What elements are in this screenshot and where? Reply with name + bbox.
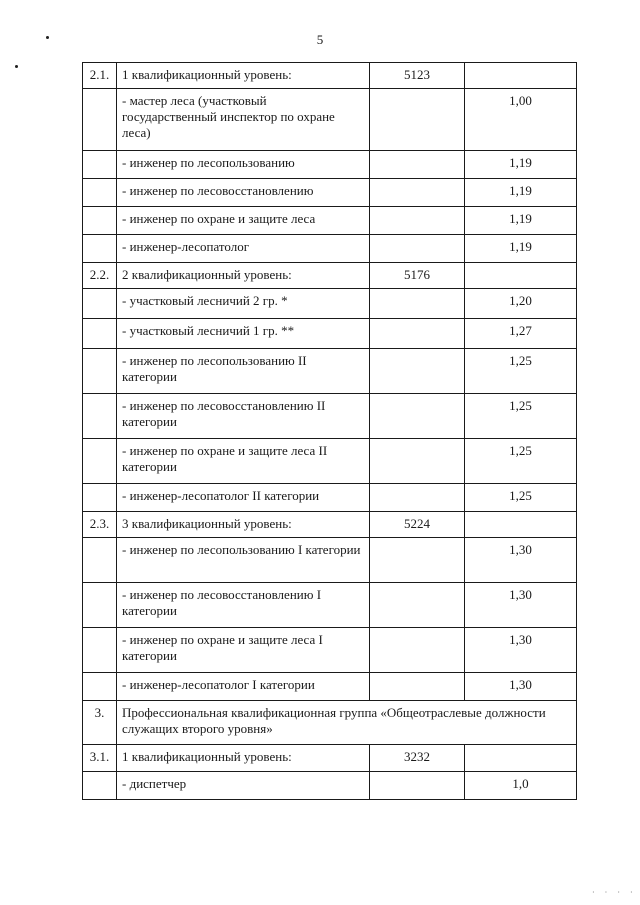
table-row	[83, 439, 577, 484]
scan-speck	[46, 36, 49, 39]
row-number	[83, 319, 117, 349]
coefficient	[465, 512, 577, 538]
group-code	[370, 179, 465, 207]
salary-coefficient-table	[82, 62, 577, 800]
table-row	[83, 263, 577, 289]
group-code	[370, 151, 465, 179]
position-name: - инженер по охране и защите леса I категории	[117, 628, 370, 673]
position-name: 1 квалификационный уровень:	[117, 63, 370, 89]
coefficient: 1,19	[465, 207, 577, 235]
coefficient	[465, 263, 577, 289]
position-name: - инженер по лесопользованию	[117, 151, 370, 179]
table-row	[83, 289, 577, 319]
position-name: - инженер по лесовосстановлению I категории	[117, 583, 370, 628]
table-row	[83, 151, 577, 179]
row-number	[83, 394, 117, 439]
group-code: 5224	[370, 512, 465, 538]
table-row	[83, 319, 577, 349]
position-name: - инженер-лесопатолог I категории	[117, 673, 370, 701]
group-code: 3232	[370, 745, 465, 772]
coefficient: 1,25	[465, 349, 577, 394]
table-row	[83, 207, 577, 235]
row-number: 3.1.	[83, 745, 117, 772]
coefficient	[465, 745, 577, 772]
row-number	[83, 235, 117, 263]
row-number: 3.	[83, 701, 117, 745]
coefficient: 1,19	[465, 179, 577, 207]
table-row	[83, 89, 577, 151]
group-code	[370, 235, 465, 263]
position-name: - диспетчер	[117, 772, 370, 800]
row-number	[83, 349, 117, 394]
group-code: 5176	[370, 263, 465, 289]
coefficient: 1,00	[465, 89, 577, 151]
table-row	[83, 772, 577, 800]
position-name: - инженер по лесовосстановлению II категории	[117, 394, 370, 439]
row-number	[83, 89, 117, 151]
coefficient: 1,25	[465, 394, 577, 439]
position-name: 2 квалификационный уровень:	[117, 263, 370, 289]
table-row	[83, 484, 577, 512]
position-name: - инженер по охране и защите леса II категории	[117, 439, 370, 484]
coefficient: 1,25	[465, 439, 577, 484]
position-name: - участковый лесничий 1 гр. **	[117, 319, 370, 349]
table-row	[83, 63, 577, 89]
row-number	[83, 207, 117, 235]
table-row	[83, 179, 577, 207]
position-name: - инженер-лесопатолог II категории	[117, 484, 370, 512]
coefficient: 1,25	[465, 484, 577, 512]
row-number: 2.2.	[83, 263, 117, 289]
scan-speck	[15, 65, 18, 68]
position-name: - участковый лесничий 2 гр. *	[117, 289, 370, 319]
position-name: - инженер по лесопользованию I категории	[117, 538, 370, 583]
table-row	[83, 583, 577, 628]
group-code	[370, 484, 465, 512]
table-row	[83, 628, 577, 673]
coefficient: 1,0	[465, 772, 577, 800]
row-number	[83, 439, 117, 484]
row-number: 2.1.	[83, 63, 117, 89]
row-number: 2.3.	[83, 512, 117, 538]
group-code	[370, 772, 465, 800]
coefficient: 1,19	[465, 151, 577, 179]
row-number	[83, 151, 117, 179]
group-code	[370, 628, 465, 673]
group-code	[370, 538, 465, 583]
coefficient: 1,20	[465, 289, 577, 319]
row-number	[83, 583, 117, 628]
position-name: - инженер-лесопатолог	[117, 235, 370, 263]
row-number	[83, 538, 117, 583]
table-row	[83, 538, 577, 583]
scan-dots: · · · ·	[592, 888, 637, 897]
row-number	[83, 772, 117, 800]
position-name: - мастер леса (участковый государственный инспектор по охране леса)	[117, 89, 370, 151]
group-code	[370, 673, 465, 701]
row-number	[83, 289, 117, 319]
row-number	[83, 628, 117, 673]
row-number	[83, 673, 117, 701]
coefficient: 1,19	[465, 235, 577, 263]
coefficient: 1,30	[465, 583, 577, 628]
table-row	[83, 349, 577, 394]
table-row	[83, 235, 577, 263]
table-row	[83, 745, 577, 772]
coefficient: 1,27	[465, 319, 577, 349]
position-name: - инженер по лесовосстановлению	[117, 179, 370, 207]
group-title: Профессиональная квалификационная группа «Общеотраслевые должности служащих второго уровня»	[117, 701, 577, 745]
group-code	[370, 349, 465, 394]
position-name: - инженер по охране и защите леса	[117, 207, 370, 235]
table-row	[83, 512, 577, 538]
group-code	[370, 207, 465, 235]
position-name: 1 квалификационный уровень:	[117, 745, 370, 772]
row-number	[83, 484, 117, 512]
row-number	[83, 179, 117, 207]
coefficient	[465, 63, 577, 89]
position-name: - инженер по лесопользованию II категории	[117, 349, 370, 394]
position-name: 3 квалификационный уровень:	[117, 512, 370, 538]
coefficient: 1,30	[465, 673, 577, 701]
group-code	[370, 89, 465, 151]
group-code: 5123	[370, 63, 465, 89]
page-number: 5	[316, 32, 324, 47]
coefficient: 1,30	[465, 538, 577, 583]
coefficient: 1,30	[465, 628, 577, 673]
group-code	[370, 439, 465, 484]
group-code	[370, 289, 465, 319]
group-code	[370, 319, 465, 349]
group-code	[370, 394, 465, 439]
table-row	[83, 701, 577, 745]
table-row	[83, 394, 577, 439]
group-code	[370, 583, 465, 628]
table-row	[83, 673, 577, 701]
